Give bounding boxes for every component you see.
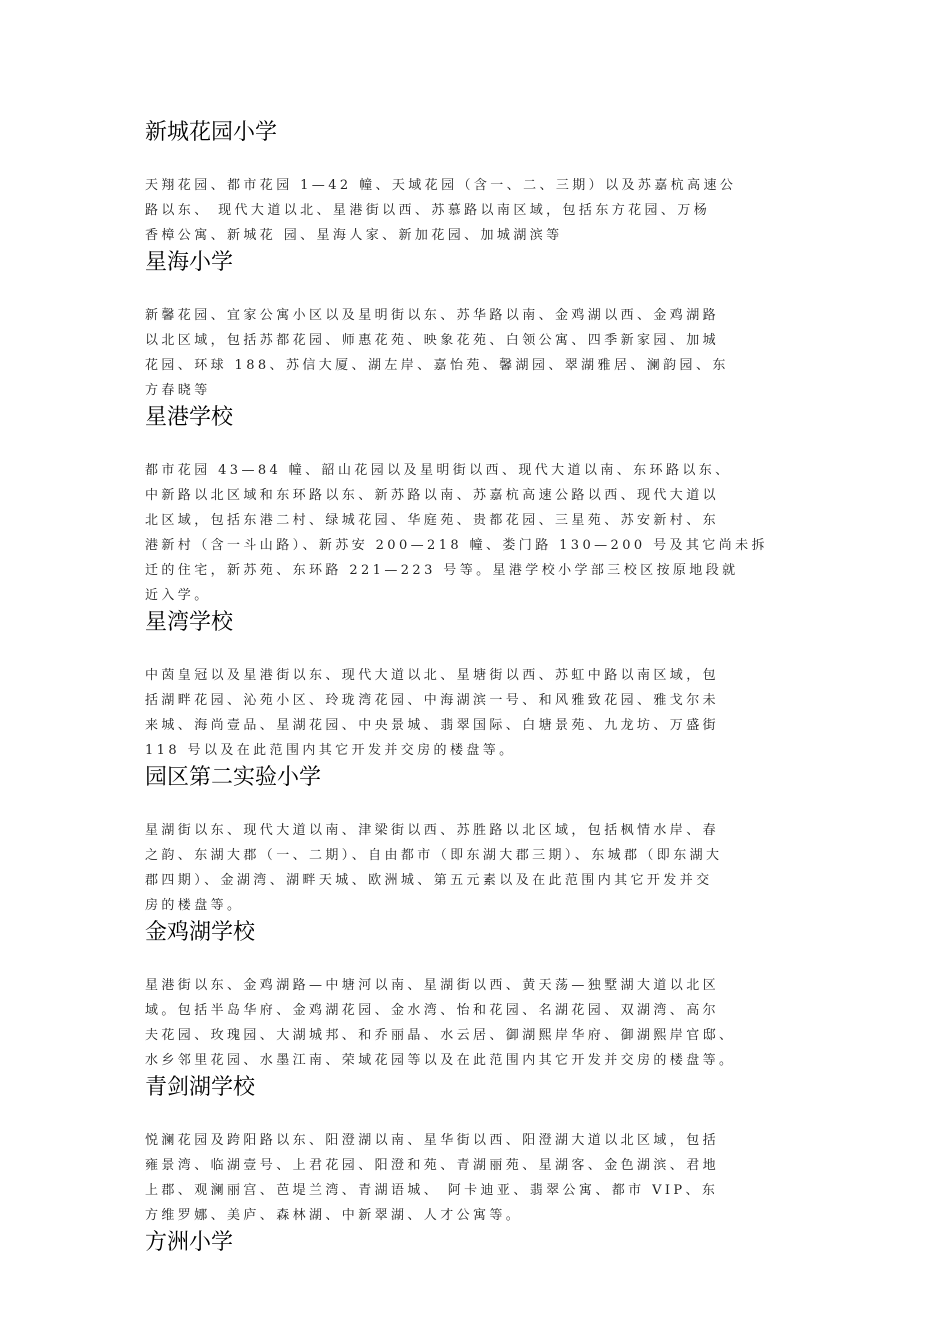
text-line: 郡四期）、金湖湾、湖畔天城、欧洲城、第五元素以及在此范围内其它开发并交	[145, 873, 713, 888]
text-line: 香樟公寓、新城花 园、星海人家、新加花园、加城湖滨等	[145, 228, 563, 243]
text-line: 域。包括半岛华府、金鸡湖花园、金水湾、怡和花园、名湖花园、双湖湾、高尔	[145, 1003, 720, 1018]
text-line: 近入学。	[145, 588, 211, 603]
section-title: 园区第二实验小学	[145, 765, 322, 790]
section-yuanqu-shiyan-2	[145, 763, 805, 918]
text-line: 水乡邻里花园、水墨江南、荣域花园等以及在此范围内其它开发并交房的楼盘等。	[145, 1053, 736, 1068]
text-line: 中茵皇冠以及星港街以东、现代大道以北、星塘街以西、苏虹中路以南区域，包	[145, 668, 720, 683]
section-xinggang	[145, 403, 805, 608]
text-line: 星港街以东、金鸡湖路—中塘河以南、星湖街以西、黄天荡—独墅湖大道以北区	[145, 978, 720, 993]
text-line: 上郡、观澜丽宫、芭堤兰湾、青湖语城、 阿卡迪亚、翡翠公寓、都市 VIP、东	[145, 1183, 719, 1198]
section-body	[145, 973, 805, 1073]
text-line: 方维罗娜、美庐、森林湖、中新翠湖、人才公寓等。	[145, 1208, 523, 1223]
section-body	[145, 663, 805, 763]
section-title: 新城花园小学	[145, 120, 278, 145]
section-title: 青剑湖学校	[145, 1075, 256, 1100]
text-line: 夫花园、玫瑰园、大湖城邦、和乔丽晶、水云居、御湖熙岸华府、御湖熙岸官邸、	[145, 1028, 736, 1043]
section-title: 星海小学	[145, 250, 234, 275]
text-line: 新馨花园、宜家公寓小区以及星明街以东、苏华路以南、金鸡湖以西、金鸡湖路	[145, 308, 720, 323]
section-xinghai	[145, 248, 805, 403]
section-body	[145, 173, 805, 248]
section-title: 金鸡湖学校	[145, 920, 256, 945]
text-line: 房的楼盘等。	[145, 898, 244, 913]
text-line: 花园、环球 188、苏信大厦、湖左岸、嘉怡苑、馨湖园、翠湖雅居、澜韵园、东	[145, 358, 729, 373]
section-fangzhou	[145, 1228, 805, 1258]
section-jinjihu	[145, 918, 805, 1073]
section-qingjianhu	[145, 1073, 805, 1228]
text-line: 来城、海尚壹品、星湖花园、中央景城、翡翠国际、白塘景苑、九龙坊、万盛街	[145, 718, 720, 733]
section-xingwan	[145, 608, 805, 763]
section-body	[145, 458, 805, 608]
text-line: 迁的住宅，新苏苑、东环路 221—223 号等。星港学校小学部三校区按原地段就	[145, 563, 739, 578]
section-title: 星港学校	[145, 405, 234, 430]
text-line: 天翔花园、都市花园 1—42 幢、天域花园（含一、二、三期）以及苏嘉杭高速公	[145, 178, 737, 193]
text-line: 路以东、 现代大道以北、星港街以西、苏慕路以南区域，包括东方花园、万杨	[145, 203, 711, 218]
section-title: 方洲小学	[145, 1230, 234, 1255]
text-line: 港新村（含一斗山路）、新苏安 200—218 幢、娄门路 130—200 号及其它尚未拆	[145, 538, 768, 553]
text-line: 以北区域，包括苏都花园、师惠花苑、映象花苑、白领公寓、四季新家园、加城	[145, 333, 720, 348]
text-line: 悦澜花园及跨阳路以东、阳澄湖以南、星华街以西、阳澄湖大道以北区域，包括	[145, 1133, 720, 1148]
text-line: 括湖畔花园、沁苑小区、玲珑湾花园、中海湖滨一号、和风雅致花园、雅戈尔未	[145, 693, 720, 708]
section-xincheng	[145, 118, 805, 248]
section-title: 星湾学校	[145, 610, 234, 635]
text-line: 雍景湾、临湖壹号、上君花园、阳澄和苑、青湖丽苑、星湖客、金色湖滨、君地	[145, 1158, 720, 1173]
text-line: 中新路以北区域和东环路以东、新苏路以南、苏嘉杭高速公路以西、现代大道以	[145, 488, 720, 503]
text-line: 北区域，包括东港二村、绿城花园、华庭苑、贵都花园、三星苑、苏安新村、东	[145, 513, 720, 528]
text-line: 方春晓等	[145, 383, 211, 398]
section-body	[145, 1128, 805, 1228]
section-body	[145, 303, 805, 403]
text-line: 都市花园 43—84 幢、韶山花园以及星明街以西、现代大道以南、东环路以东、	[145, 463, 732, 478]
section-body	[145, 818, 805, 918]
text-line: 星湖街以东、现代大道以南、津梁街以西、苏胜路以北区域，包括枫情水岸、春	[145, 823, 720, 838]
text-line: 之韵、东湖大郡（一、二期）、自由都市（即东湖大郡三期）、东城郡（即东湖大	[145, 848, 723, 863]
text-line: 118 号以及在此范围内其它开发并交房的楼盘等。	[145, 743, 516, 758]
document-page	[145, 118, 805, 1258]
